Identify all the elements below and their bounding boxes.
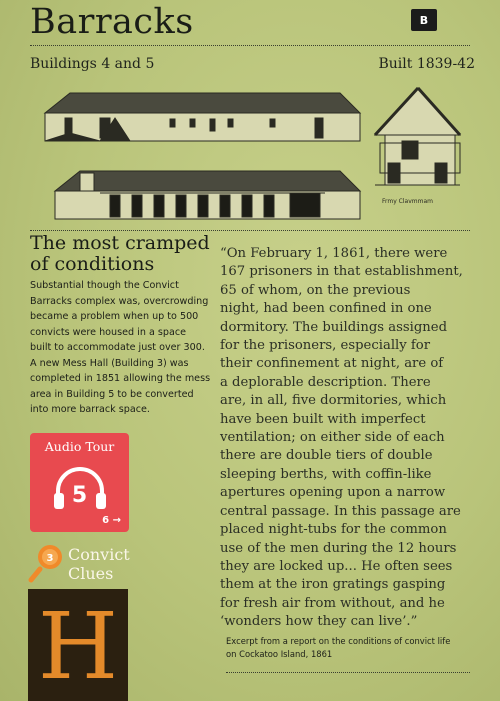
caption-line: on Cockatoo Island, 1861: [226, 649, 333, 659]
quote-line: for the prisoners, especially for: [220, 338, 431, 354]
quote-line: sleeping berths, with coffin-like: [220, 466, 432, 482]
section-heading: [30, 233, 210, 275]
audio-stop-number: 5: [71, 483, 88, 508]
footer-divider: [226, 672, 470, 673]
section-body: [30, 278, 215, 418]
audio-tour-button[interactable]: [30, 433, 129, 532]
quote-line: there are double tiers of double: [220, 448, 433, 464]
clues-line: Clues: [68, 564, 114, 583]
quote-line: for fresh air from without, and he: [220, 595, 445, 611]
quote-line: 65 of whom, on the previous: [220, 282, 411, 298]
quote-line: placed night-tubs for the common: [220, 522, 447, 538]
body-line: built to accommodate just over 300.: [30, 342, 205, 353]
plans-divider: [30, 230, 470, 231]
body-line: A new Mess Hall (Building 3) was: [30, 357, 189, 369]
quote-line: them at the iron gratings gasping: [220, 577, 446, 593]
h-letter: H: [37, 593, 119, 700]
convict-clues[interactable]: [28, 543, 148, 583]
convict-clues-label: [68, 545, 130, 583]
h-logo-tile: [28, 589, 128, 701]
quote-line: ‘wonders how they can live’.”: [220, 614, 418, 630]
heading-line: The most cramped: [30, 232, 210, 254]
quote-line: a deplorable description. There: [220, 374, 431, 390]
clue-number: 3: [46, 553, 54, 564]
quote-line: ventilation; on either side of each: [220, 430, 445, 446]
quote-line: “On February 1, 1861, there were: [220, 246, 448, 261]
title-divider: [30, 45, 470, 46]
next-stop-link[interactable]: 6 →: [102, 515, 121, 526]
quote-line: central passage. In this passage are: [220, 503, 461, 519]
section-badge: B: [411, 9, 437, 31]
body-line: convicts were housed in a space: [30, 326, 187, 338]
body-line: Substantial though the Convict: [30, 280, 179, 291]
quote-line: apertures opening upon a narrow: [220, 485, 446, 501]
quote-line: use of the men during the 12 hours: [220, 540, 457, 556]
quote-line: night, had been confined in one: [220, 301, 432, 317]
magnifier-icon: [28, 543, 66, 583]
audio-tour-label: Audio Tour: [44, 439, 115, 454]
buildings-label: Buildings 4 and 5: [30, 56, 155, 72]
body-line: became a problem when up to 500: [30, 311, 199, 322]
built-date: Built 1839-42: [378, 56, 475, 72]
quote-line: have been built with imperfect: [220, 411, 426, 427]
heading-line: of conditions: [30, 253, 155, 275]
body-line: completed in 1851 allowing the mess: [30, 373, 211, 384]
quote-line: they are locked up... He often sees: [220, 558, 453, 574]
drawing-signature: Frmy Clavmmam: [382, 198, 433, 205]
caption-line: Excerpt from a report on the conditions of convict life: [226, 636, 451, 646]
page-title: Barracks: [30, 2, 194, 42]
report-quote: [220, 245, 480, 632]
quote-line: 167 prisoners in that establishment,: [220, 264, 463, 280]
quote-caption: [226, 635, 476, 661]
body-line: Barracks complex was, overcrowding: [30, 295, 209, 307]
quote-line: their confinement at night, are of: [220, 356, 444, 372]
quote-line: are, in all, five dormitories, which: [220, 393, 447, 409]
body-line: area in Building 5 to be converted: [30, 388, 194, 400]
body-line: into more barrack space.: [30, 404, 150, 415]
architectural-drawing: [40, 83, 480, 228]
quote-line: dormitory. The buildings assigned: [220, 319, 448, 335]
clues-line: Convict: [68, 545, 130, 564]
